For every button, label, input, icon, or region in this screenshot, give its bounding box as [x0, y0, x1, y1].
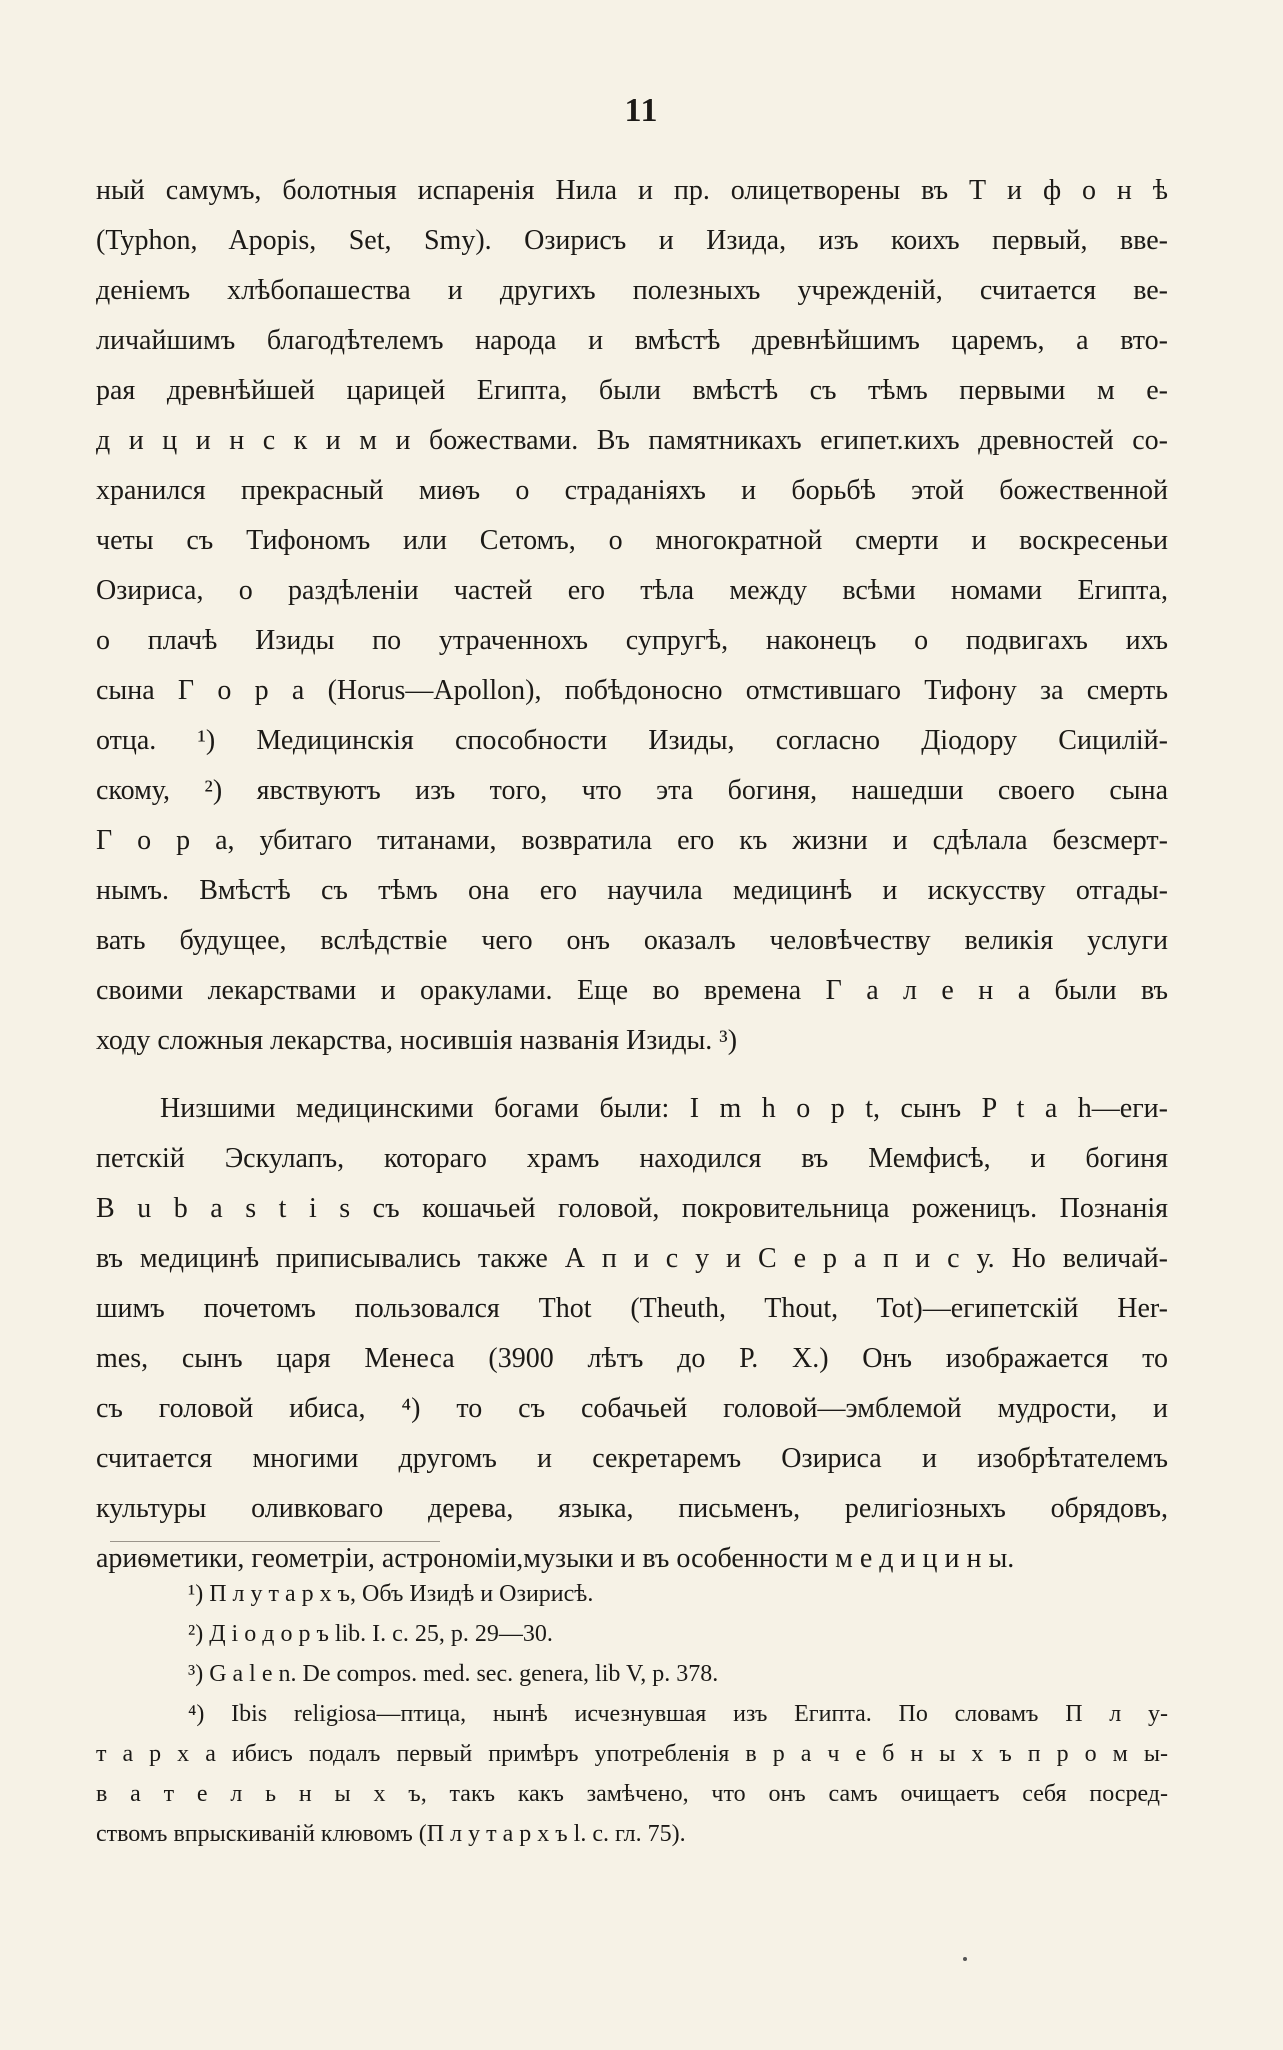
text-line: д и ц и н с к и м и божествами. Въ памятникахъ египет.кихъ древностей со- [96, 425, 1168, 456]
text-line: Низшими медицинскими богами были: I m h o p t, сынъ P t a h—еги- [160, 1093, 1168, 1124]
text-line: Г о р а, убитаго титанами, возвратила его къ жизни и сдѣлала безсмерт- [96, 825, 1168, 856]
ink-speck [963, 1957, 967, 1961]
text-line: скому, ²) явствуютъ изъ того, что эта богиня, нашедши своего сына [96, 775, 1168, 806]
text-line: деніемъ хлѣбопашества и другихъ полезныхъ учрежденій, считается ве- [96, 275, 1168, 306]
paragraph-2 [96, 1084, 1168, 1584]
text-line: вать будущее, вслѣдствіе чего онъ оказалъ человѣчеству великія услуги [96, 925, 1168, 956]
text-line: о плачѣ Изиды по утраченнохъ супругѣ, наконецъ о подвигахъ ихъ [96, 625, 1168, 656]
text-line: сына Г о р а (Horus—Apollon), побѣдоносно отмстившаго Тифону за смерть [96, 675, 1168, 706]
text-line: рая древнѣйшей царицей Египта, были вмѣстѣ съ тѣмъ первыми м е- [96, 375, 1168, 406]
text-line: B u b a s t i s съ кошачьей головой, покровительница роженицъ. Познанія [96, 1193, 1168, 1224]
footnote-3: ³) G a l e n. De compos. med. sec. genera, lib V, p. 378. [188, 1661, 719, 1687]
footnote-4-continued: в а т е л ь н ы х ъ, такъ какъ замѣчено, что онъ самъ очищаетъ себя посред- [96, 1781, 1168, 1807]
text-line: (Typhon, Apopis, Set, Smy). Озирисъ и Изида, изъ коихъ первый, вве- [96, 225, 1168, 256]
text-line: личайшимъ благодѣтелемъ народа и вмѣстѣ древнѣйшимъ царемъ, а вто- [96, 325, 1168, 356]
text-line: ный самумъ, болотныя испаренія Нила и пр. олицетворены въ Т и ф о н ѣ [96, 175, 1168, 206]
footnote-1: ¹) П л у т а р х ъ, Объ Изидѣ и Озирисѣ. [188, 1581, 594, 1607]
footnote-4: ⁴) Ibis religiosa—птица, нынѣ исчезнувшая изъ Египта. По словамъ П л у- [188, 1701, 1168, 1727]
page-number: 11 [624, 92, 659, 129]
text-line: ходу сложныя лекарства, носившія названія Изиды. ³) [96, 1025, 738, 1056]
text-line: культуры оливковаго дерева, языка, письменъ, религіозныхъ обрядовъ, [96, 1493, 1168, 1524]
text-line: петскій Эскулапъ, котораго храмъ находился въ Мемфисѣ, и богиня [96, 1143, 1168, 1174]
paragraph-1 [96, 166, 1168, 1066]
main-text [96, 166, 1168, 1584]
footnote-separator [110, 1541, 440, 1542]
text-line: ариѳметики, геометріи, астрономіи,музыки и въ особенности м е д и ц и н ы. [96, 1543, 1015, 1574]
text-line: съ головой ибиса, ⁴) то съ собачьей головой—эмблемой мудрости, и [96, 1393, 1168, 1424]
text-line: шимъ почетомъ пользовался Thot (Theuth, Thout, Tot)—египетскій Her- [96, 1293, 1168, 1324]
footnote-4-continued: ствомъ впрыскиваній клювомъ (П л у т а р х ъ l. c. гл. 75). [96, 1821, 686, 1847]
text-line: считается многими другомъ и секретаремъ Озириса и изобрѣтателемъ [96, 1443, 1168, 1474]
paragraph-gap [96, 1066, 1168, 1084]
text-line: Озириса, о раздѣленіи частей его тѣла между всѣми номами Египта, [96, 575, 1168, 606]
text-line: mes, сынъ царя Менеса (3900 лѣтъ до Р. Х.) Онъ изображается то [96, 1343, 1168, 1374]
footnote-4-continued: т а р х а ибисъ подалъ первый примѣръ употребленія в р а ч е б н ы х ъ п р о м ы- [96, 1741, 1168, 1767]
footnotes [96, 1574, 1168, 1854]
text-line: своими лекарствами и оракулами. Еще во времена Г а л е н а были въ [96, 975, 1168, 1006]
text-line: нымъ. Вмѣстѣ съ тѣмъ она его научила медицинѣ и искусству отгады- [96, 875, 1168, 906]
footnote-2: ²) Д і о д о р ъ lib. I. c. 25, p. 29—30. [188, 1621, 553, 1647]
text-line: въ медицинѣ приписывались также А п и с у и С е р а п и с у. Но величай- [96, 1243, 1168, 1274]
text-line: отца. ¹) Медицинскія способности Изиды, согласно Діодору Сицилій- [96, 725, 1168, 756]
text-line: четы съ Тифономъ или Сетомъ, о многократной смерти и воскресеньи [96, 525, 1168, 556]
text-line: хранился прекрасный миѳъ о страданіяхъ и борьбѣ этой божественной [96, 475, 1168, 506]
